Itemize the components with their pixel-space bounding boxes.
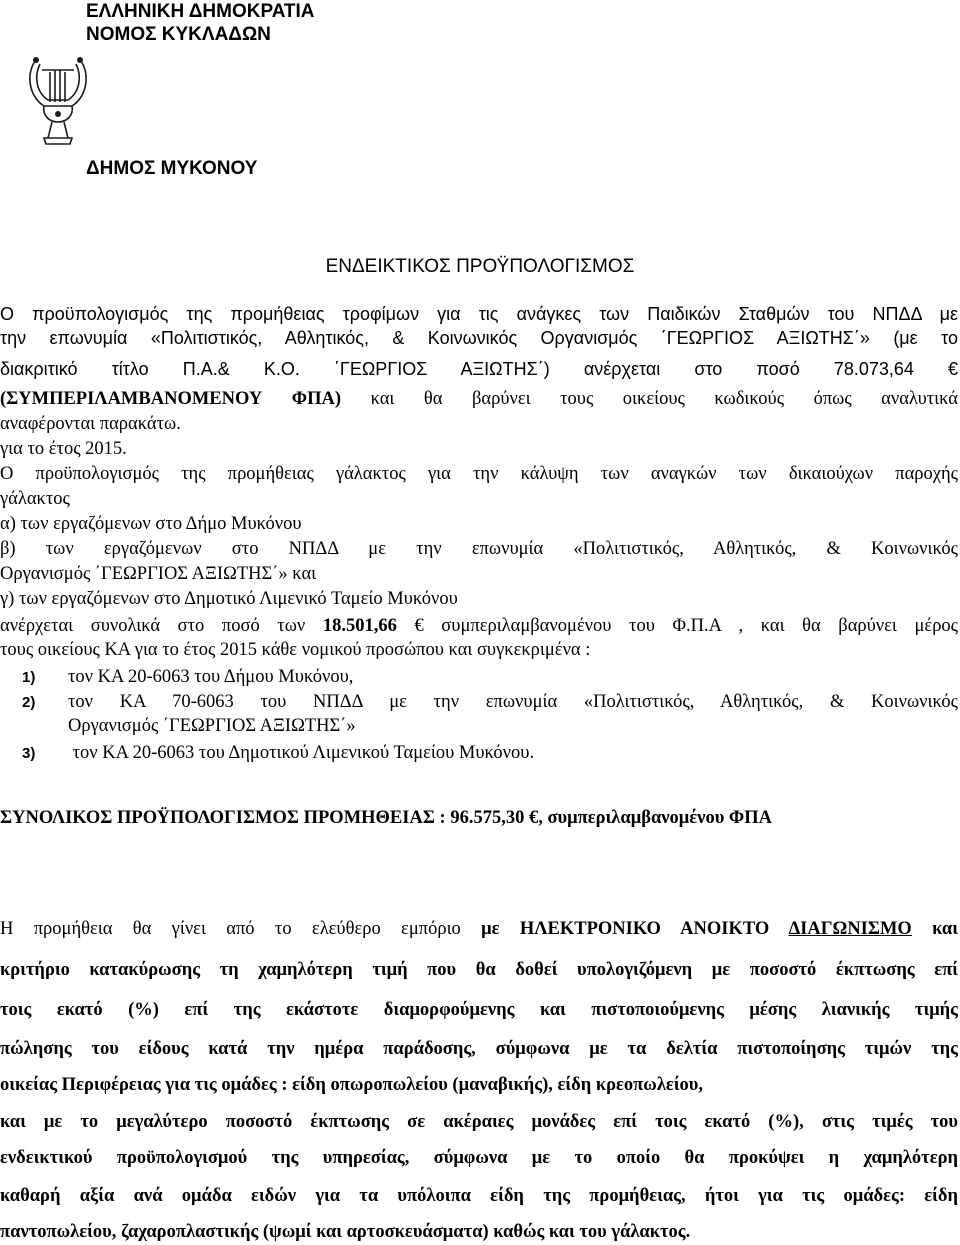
total-budget: ΣΥΝΟΛΙΚΟΣ ΠΡΟΫΠΟΛΟΓΙΣΜΟΣ ΠΡΟΜΗΘΕΙΑΣ : 96.575,30 €, συμπεριλαμβανομένου ΦΠΑ (0, 808, 773, 828)
list-item-text: τον ΚΑ 70-6063 του ΝΠΔΔ με την επωνυμία «Πολιτιστικός, Αθλητικός, & Κοινωνικός (68, 692, 958, 712)
list-item-text: τον ΚΑ 20-6063 του Δημοτικού Λιμενικού Ταμείου Μυκόνου. (68, 743, 535, 763)
para2-line7 (0, 614, 958, 638)
para3-line3: τοις εκατό (%) επί της εκάστοτε διαμορφούμενης και πιστοποιούμενης μέσης λιανικής τιμής (0, 1000, 958, 1020)
para2-line1: Ο προϋπολογισμός της προμήθειας γάλακτος για την κάλυψη των αναγκών των δικαιούχων παροχής (0, 464, 958, 484)
para1-line5: αναφέρονται παρακάτω. (0, 414, 181, 434)
para2-line8: τους οικείους ΚΑ για το έτος 2015 κάθε νομικού προσώπου και συγκεκριμένα : (0, 640, 591, 660)
para2-line2: γάλακτος (0, 489, 70, 509)
para2-line7-pre: ανέρχεται συνολικά στο ποσό των (0, 616, 323, 636)
list-item-number: 3) (22, 745, 36, 762)
list-item (22, 665, 353, 690)
list-item-continuation: Οργανισμός ΄ΓΕΩΡΓΙΟΣ ΑΞΙΩΤΗΣ΄» (68, 716, 356, 736)
para3-line8: καθαρή αξία ανά ομάδα ειδών για τα υπόλοιπα είδη της προμήθειας, ήτοι για τις ομάδες: είδη (0, 1186, 958, 1206)
header-municipality: ΔΗΜΟΣ ΜΥΚΟΝΟΥ (86, 158, 258, 179)
list-item (22, 690, 958, 715)
para1-line6: για το έτος 2015. (0, 439, 127, 459)
para3-line6: και με το μεγαλύτερο ποσοστό έκπτωσης σε ακέραιες μονάδες επί τοις εκατό (%), στις τιμές του (0, 1112, 958, 1132)
para2-line6: γ) των εργαζόμενων στο Δημοτικό Λιμενικό Ταμείο Μυκόνου (0, 589, 458, 609)
list-item (22, 741, 534, 766)
list-item-number: 2) (22, 694, 36, 711)
para3-line7: ενδεικτικού προϋπολογισμού της υπηρεσίας, σύμφωνα με το οποίο θα προκύψει η χαμηλότερη (0, 1148, 958, 1168)
para1-line3: διακριτικό τίτλο Π.Α.& Κ.Ο. ΄ΓΕΩΡΓΙΟΣ ΑΞΙΩΤΗΣ΄) ανέρχεται στο ποσό 78.073,64 € (0, 359, 958, 379)
para1-line4 (0, 387, 958, 411)
para3-line1-tail: και (911, 919, 958, 939)
para1-line1: Ο προϋπολογισμός της προμήθειας τροφίμων για τις ανάγκες των Παιδικών Σταθμών του ΝΠΔΔ με (0, 304, 958, 324)
para2-line3: α) των εργαζόμενων στο Δήμο Μυκόνου (0, 514, 302, 534)
document-title: ΕΝΔΕΙΚΤΙΚΟΣ ΠΡΟΫΠΟΛΟΓΙΣΜΟΣ (325, 256, 635, 277)
para2-line4: β) των εργαζόμενων στο ΝΠΔΔ με την επωνυμία «Πολιτιστικός, Αθλητικός, & Κοινωνικός (0, 539, 958, 559)
para2-line7-post: € συμπεριλαμβανομένου του Φ.Π.Α , και θα βαρύνει μέρος (396, 616, 958, 636)
para3-line1 (0, 916, 958, 942)
list-item-number: 1) (22, 669, 36, 686)
lyre-emblem-icon (22, 52, 94, 148)
vat-inclusive-label: (ΣΥΜΠΕΡΙΛΑΜΒΑΝΟΜΕΝΟΥ ΦΠΑ) (0, 389, 342, 409)
para3-line1-bold: με ΗΛΕΚΤΡΟΝΙΚΟ ΑΝΟΙΚΤΟ (481, 919, 789, 939)
para2-line5: Οργανισμός ΄ΓΕΩΡΓΙΟΣ ΑΞΙΩΤΗΣ΄» και (0, 564, 317, 584)
tender-word: ΔΙΑΓΩΝΙΣΜΟ (788, 919, 912, 939)
list-item-text: τον ΚΑ 20-6063 του Δήμου Μυκόνου, (68, 667, 354, 687)
para3-line4: πώλησης του είδους κατά την ημέρα παράδοσης, σύμφωνα με τα δελτία πιστοποίησης τιμών της (0, 1039, 958, 1059)
para3-line9: παντοπωλείου, ζαχαροπλαστικής (ψωμί και αρτοσκευάσματα) καθώς και του γάλακτος. (0, 1222, 691, 1242)
para3-line5: οικείας Περιφέρειας για τις ομάδες : είδη οπωροπωλείου (μαναβικής), είδη κρεοπωλείου, (0, 1075, 704, 1095)
para1-line2: την επωνυμία «Πολιτιστικός, Αθλητικός, & Κοινωνικός Οργανισμός ΄ΓΕΩΡΓΙΟΣ ΑΞΙΩΤΗΣ΄» (με το (0, 328, 958, 348)
para3-line2: κριτήριο κατακύρωσης τη χαμηλότερη τιμή που θα δοθεί υπολογιζόμενη με ποσοστό έκπτωσης επί (0, 960, 958, 980)
para3-line1-normal: Η προμήθεια θα γίνει από το ελεύθερο εμπόριο (0, 919, 482, 939)
milk-amount: 18.501,66 (322, 616, 397, 636)
header-prefecture: ΝΟΜΟΣ ΚΥΚΛΑΔΩΝ (86, 24, 271, 45)
header-republic: ΕΛΛΗΝΙΚΗ ΔΗΜΟΚΡΑΤΙΑ (86, 1, 315, 22)
para1-line4-rest: και θα βαρύνει τους οικείους κωδικούς όπως αναλυτικά (341, 389, 958, 409)
